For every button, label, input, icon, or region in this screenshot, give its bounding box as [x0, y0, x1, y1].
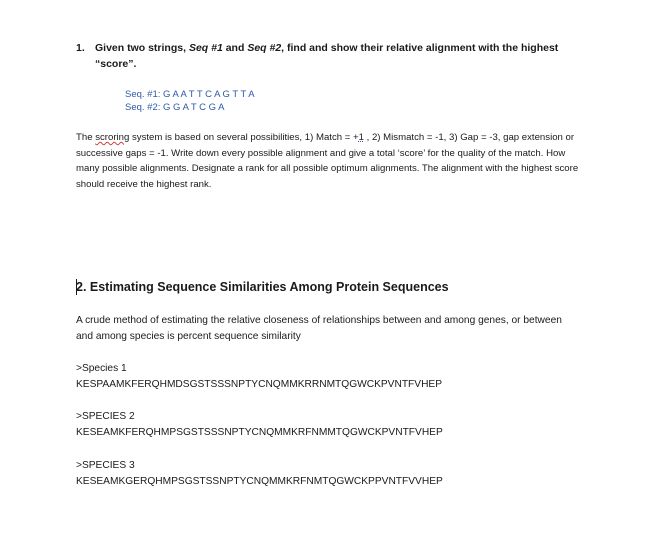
sequence-2-label: Seq. #2: [125, 102, 164, 113]
species-2-block [76, 409, 443, 440]
section-2-intro: A crude method of estimating the relative closeness of relationships between and among genes, or between and among species is percent sequence similarity [76, 315, 562, 342]
scoring-text-2: system is based on several possibilities, 1) Match = + [129, 132, 359, 143]
q1-seq1-ref: Seq #1 [188, 42, 223, 54]
q1-text-and: and [222, 42, 248, 54]
question-1 [76, 40, 576, 72]
species-3-block [76, 458, 443, 489]
scoring-text-1: The [76, 132, 96, 143]
sequence-2-value: G G A T C G A [163, 102, 225, 113]
species-3-sequence: KESEAMKGERQHMPSGSTSSNPTYCNQMMKRFNMTQGWCKPPVNTFVVHEP [76, 475, 443, 487]
scoring-text-3: , 2) Mismatch = -1, 3) Gap = -3, gap extension or successive gaps = -1. Write down every possible alignment and give a total ‘score’ for the quality of the match. How many possible alignments. Designate a rank for all possible optimum alignments. The alignment with the highest score should receive the highest rank. [76, 132, 579, 190]
sequence-block [125, 88, 255, 114]
match-value: 1 [358, 132, 364, 143]
scoring-paragraph [76, 130, 586, 192]
sequence-1-value: G A A T T C A G T T A [163, 89, 255, 100]
question-1-text [95, 40, 576, 72]
sequence-1-line [125, 88, 255, 101]
misspelled-word: scroring [95, 132, 130, 143]
q1-seq2-ref: Seq #2 [247, 42, 282, 54]
species-1-block [76, 361, 442, 392]
q1-text-prefix: Given two strings, [95, 42, 189, 54]
species-3-header: >SPECIES 3 [76, 460, 135, 471]
species-1-header: >Species 1 [76, 363, 127, 374]
sequence-2-line [125, 101, 255, 114]
section-2-title: 2. Estimating Sequence Similarities Among Protein Sequences [76, 280, 449, 294]
question-1-number: 1. [76, 42, 85, 54]
species-2-sequence: KESEAMKFERQHMPSGSTSSSNPTYCNQMMKRFNMMTQGWCKPVNTFVHEP [76, 426, 443, 438]
species-1-sequence: KESPAAMKFERQHMDSGSTSSSNPTYCNQMMKRRNMTQGWCKPVNTFVHEP [76, 378, 443, 390]
sequence-1-label: Seq. #1: [125, 89, 164, 100]
species-2-header: >SPECIES 2 [76, 411, 135, 422]
q1-text-suffix: , find and show their relative alignment with the highest “score”. [95, 42, 559, 70]
